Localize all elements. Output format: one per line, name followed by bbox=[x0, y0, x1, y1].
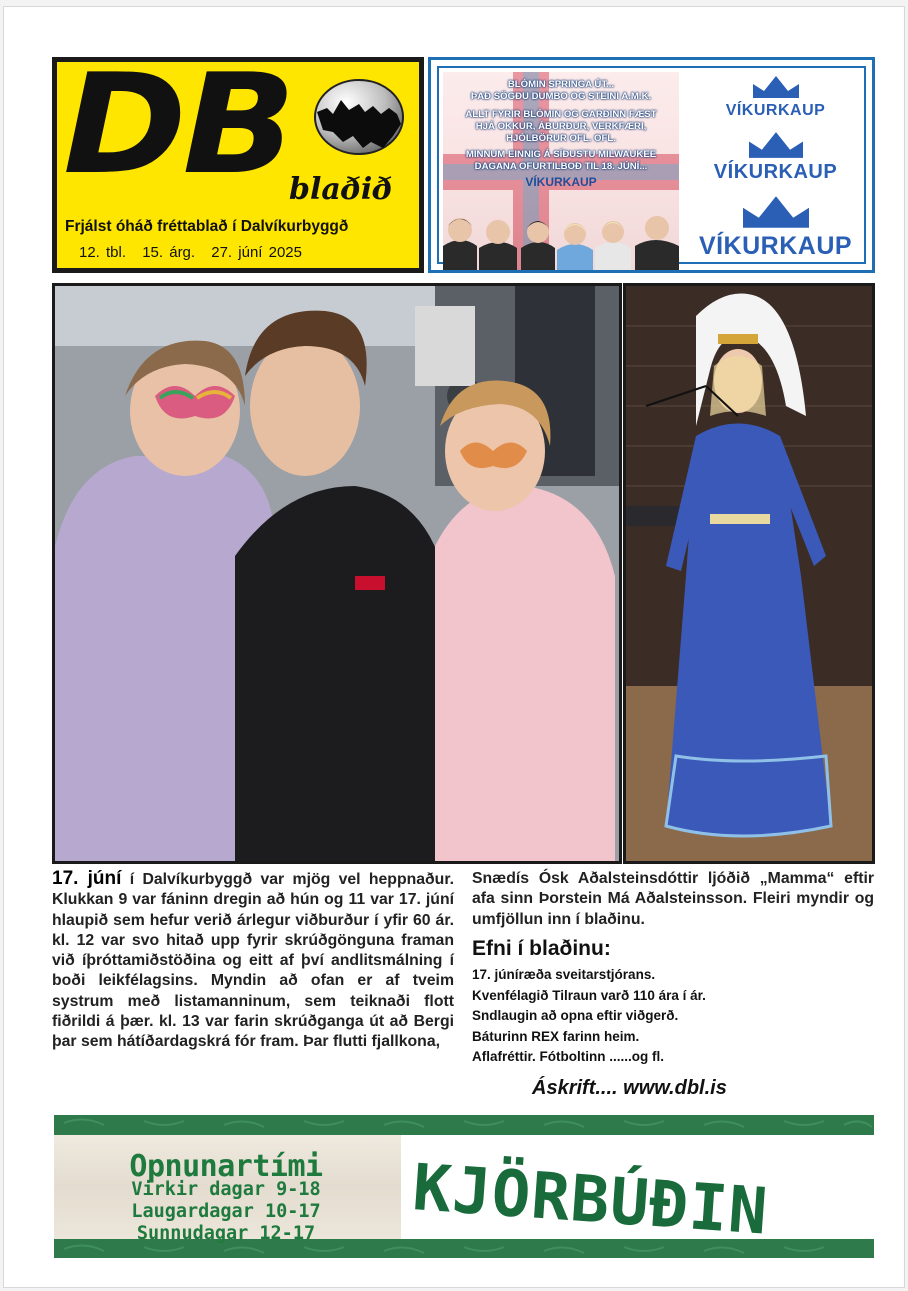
issue-date: 27. júní 2025 bbox=[211, 244, 302, 261]
masthead bbox=[52, 44, 424, 273]
article-right-column: Snædís Ósk Aðalsteinsdóttir ljóðið „Mamma“ eftir afa sinn Þorstein Má Aðalsteinsson. Fleiri myndir og umfjöllun inn í blaðinu. bbox=[472, 870, 874, 928]
newspaper-page bbox=[3, 6, 905, 1288]
article-lead: 17. júní bbox=[52, 868, 122, 889]
list-item: Báturinn REX farinn heim. bbox=[472, 1028, 640, 1044]
list-item: Aflafréttir. Fótboltinn ......og fl. bbox=[472, 1049, 664, 1065]
fjallkona-photo bbox=[623, 283, 875, 864]
face-paint-photo-image bbox=[55, 286, 619, 861]
ad-poster bbox=[443, 72, 679, 270]
ad-line-6: MINNUM EINNIG Á SÍÐUSTU MILWAUKEE bbox=[465, 149, 657, 160]
brand-name-1: VÍKURKAUP bbox=[725, 102, 826, 119]
vikurkaup-brand-column bbox=[683, 68, 868, 270]
issue-number: 12. tbl. bbox=[79, 244, 127, 261]
issue-info bbox=[79, 244, 312, 261]
opening-hours-panel bbox=[54, 1135, 401, 1244]
volume: 15. árg. bbox=[142, 244, 196, 261]
contents-list bbox=[472, 965, 706, 1068]
vikurkaup-logo-icon bbox=[749, 132, 803, 158]
people-portraits-image bbox=[443, 198, 679, 270]
logo-suffix: blaðið bbox=[289, 172, 393, 207]
list-item: Kvenfélagið Tilraun varð 110 ára í ár. bbox=[472, 987, 706, 1003]
kjorbudin-logo: KJÖRBÚÐIN bbox=[410, 1151, 771, 1250]
vikurkaup-ad bbox=[428, 57, 875, 273]
opening-hours-title: Opnunartími bbox=[129, 1149, 323, 1184]
fjallkona-photo-image bbox=[626, 286, 872, 861]
ad-line-7: DAGANA OFURTILBOÐ TIL 18. JÚNÍ... bbox=[474, 161, 648, 172]
hours-weekdays: Virkir dagar 9-18 bbox=[131, 1179, 321, 1200]
ad-frame bbox=[437, 66, 866, 264]
kjorbudin-ad bbox=[54, 1115, 874, 1258]
face-paint-photo bbox=[52, 283, 622, 864]
ad-line-3: ALLT FYRIR BLÓMIN OG GARÐINN FÆST bbox=[465, 109, 657, 120]
list-item: 17. júníræða sveitarstjórans. bbox=[472, 967, 656, 982]
ad-line-5: HJÓLBÖRUR OFL. OFL. bbox=[506, 133, 616, 144]
article-left-column bbox=[52, 869, 454, 1053]
ad-line-1: BLÓMIN SPRINGA ÚT... bbox=[507, 79, 615, 90]
article-body-left: í Dalvíkurbyggð var mjög vel heppnaður. Klukkan 9 var fáninn dregin að hún og 11 var 17. júní hlaupið sem hefur verið árlegur viðburður í yfir 60 ár. kl. 12 var svo hitað upp fyrir skrúðgönguna framan við íþróttamiðstöðina og eitt af því andlitsmálning í boði leikfélagsins. Myndin að ofan er af tveim systrum með listamanninum, sem teiknaði flott fiðrildi á þær. kl. 13 var farin skrúðganga út að Bergi þar sem hátíðardagskrá fór fram. Þar flutti fjallkona, bbox=[52, 871, 454, 1051]
ad-line-2: ÞAÐ SÖGÐU DUMBO OG STEINI A.M.K. bbox=[470, 91, 652, 102]
subscription-link[interactable]: Áskrift.... www.dbl.is bbox=[532, 1077, 727, 1099]
brand-name-2: VÍKURKAUP bbox=[713, 161, 838, 183]
ad-line-4: HJÁ OKKUR, ÁBURÐUR, VERKFÆRI, bbox=[475, 121, 647, 132]
egg-silhouette-icon bbox=[313, 78, 405, 156]
brand-name-3: VÍKURKAUP bbox=[698, 232, 853, 260]
hours-sunday: Sunnudagar 12-17 bbox=[136, 1223, 316, 1244]
contents-heading: Efni í blaðinu: bbox=[472, 937, 611, 960]
tagline: Frjálst óháð fréttablað í Dalvíkurbyggð bbox=[65, 218, 349, 235]
vikurkaup-logo-icon bbox=[743, 196, 809, 228]
list-item: Sndlaugin að opna eftir viðgerð. bbox=[472, 1008, 679, 1024]
hours-saturday: Laugardagar 10-17 bbox=[131, 1201, 321, 1222]
ad-brand-small: VÍKURKAUP bbox=[525, 175, 597, 189]
vikurkaup-logo-icon bbox=[753, 76, 799, 98]
kjorbudin-brand-panel bbox=[401, 1135, 874, 1250]
logo-text: DB bbox=[63, 44, 292, 205]
